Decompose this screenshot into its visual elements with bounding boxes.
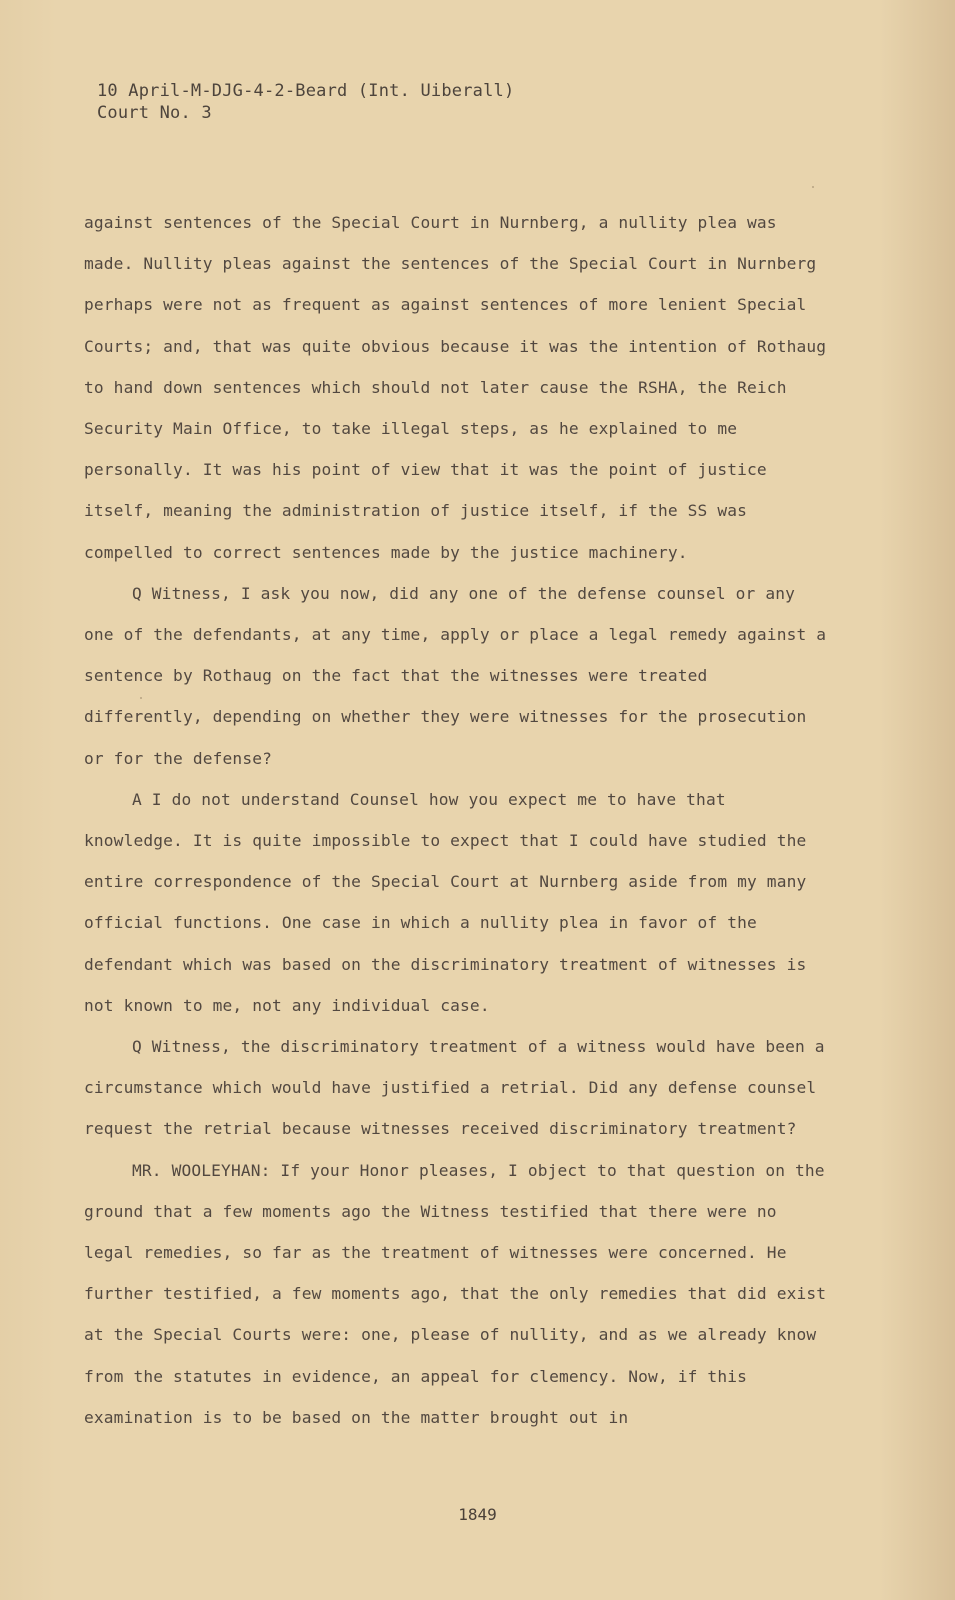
paper-speck [812,186,814,188]
document-header [97,80,514,124]
paragraph-continuation: against sentences of the Special Court in Nurnberg, a nullity plea was made. Nullity pleas against the sentences of the Special Court in Nurnberg perhaps were not as frequent as against sentences of more lenient Special Courts; and, that was quite obvious because it was the intention of Rothaug to hand down sentences which should not later cause the RSHA, the Reich Security Main Office, to take illegal steps, as he explained to me personally. It was his point of view that it was the point of justice itself, meaning the administration of justice itself, if the SS was compelled to correct sentences made by the justice machinery. [84,213,827,562]
header-reference: 10 April-M-DJG-4-2-Beard (Int. Uiberall) [97,81,515,101]
transcript-body [84,202,834,1438]
paragraph-question-1: Q Witness, I ask you now, did any one of the defense counsel or any one of the defendants, at any time, apply or place a legal remedy against a sentence by Rothaug on the fact that the witnesses were treated differently, depending on whether they were witnesses for the prosecution or for the defense? [84,583,827,768]
paragraph-answer-1: A I do not understand Counsel how you expect me to have that knowledge. It is quite impossible to expect that I could have studied the entire correspondence of the Special Court at Nurnberg aside from my many official functions. One case in which a nullity plea in favor of the defendant which was based on the discriminatory treatment of witnesses is not known to me, not any individual case. [84,789,807,1015]
paragraph-question-2: Q Witness, the discriminatory treatment of a witness would have been a circumstance which would have justified a retrial. Did any defense counsel request the retrial because witnesses received discriminatory treatment? [84,1037,825,1139]
header-court: Court No. 3 [97,103,212,123]
paper-speck [586,798,588,800]
paper-speck [140,697,142,699]
paragraph-objection: MR. WOOLEYHAN: If your Honor pleases, I object to that question on the ground that a few moments ago the Witness testified that there were no legal remedies, so far as the treatment of witnesses were concerned. He further testified, a few moments ago, that the only remedies that did exist at the Special Courts were: one, please of nullity, and as we already know from the statutes in evidence, an appeal for clemency. Now, if this examination is to be based on the matter brought out in [84,1160,827,1427]
page-number: 1849 [458,1505,497,1524]
